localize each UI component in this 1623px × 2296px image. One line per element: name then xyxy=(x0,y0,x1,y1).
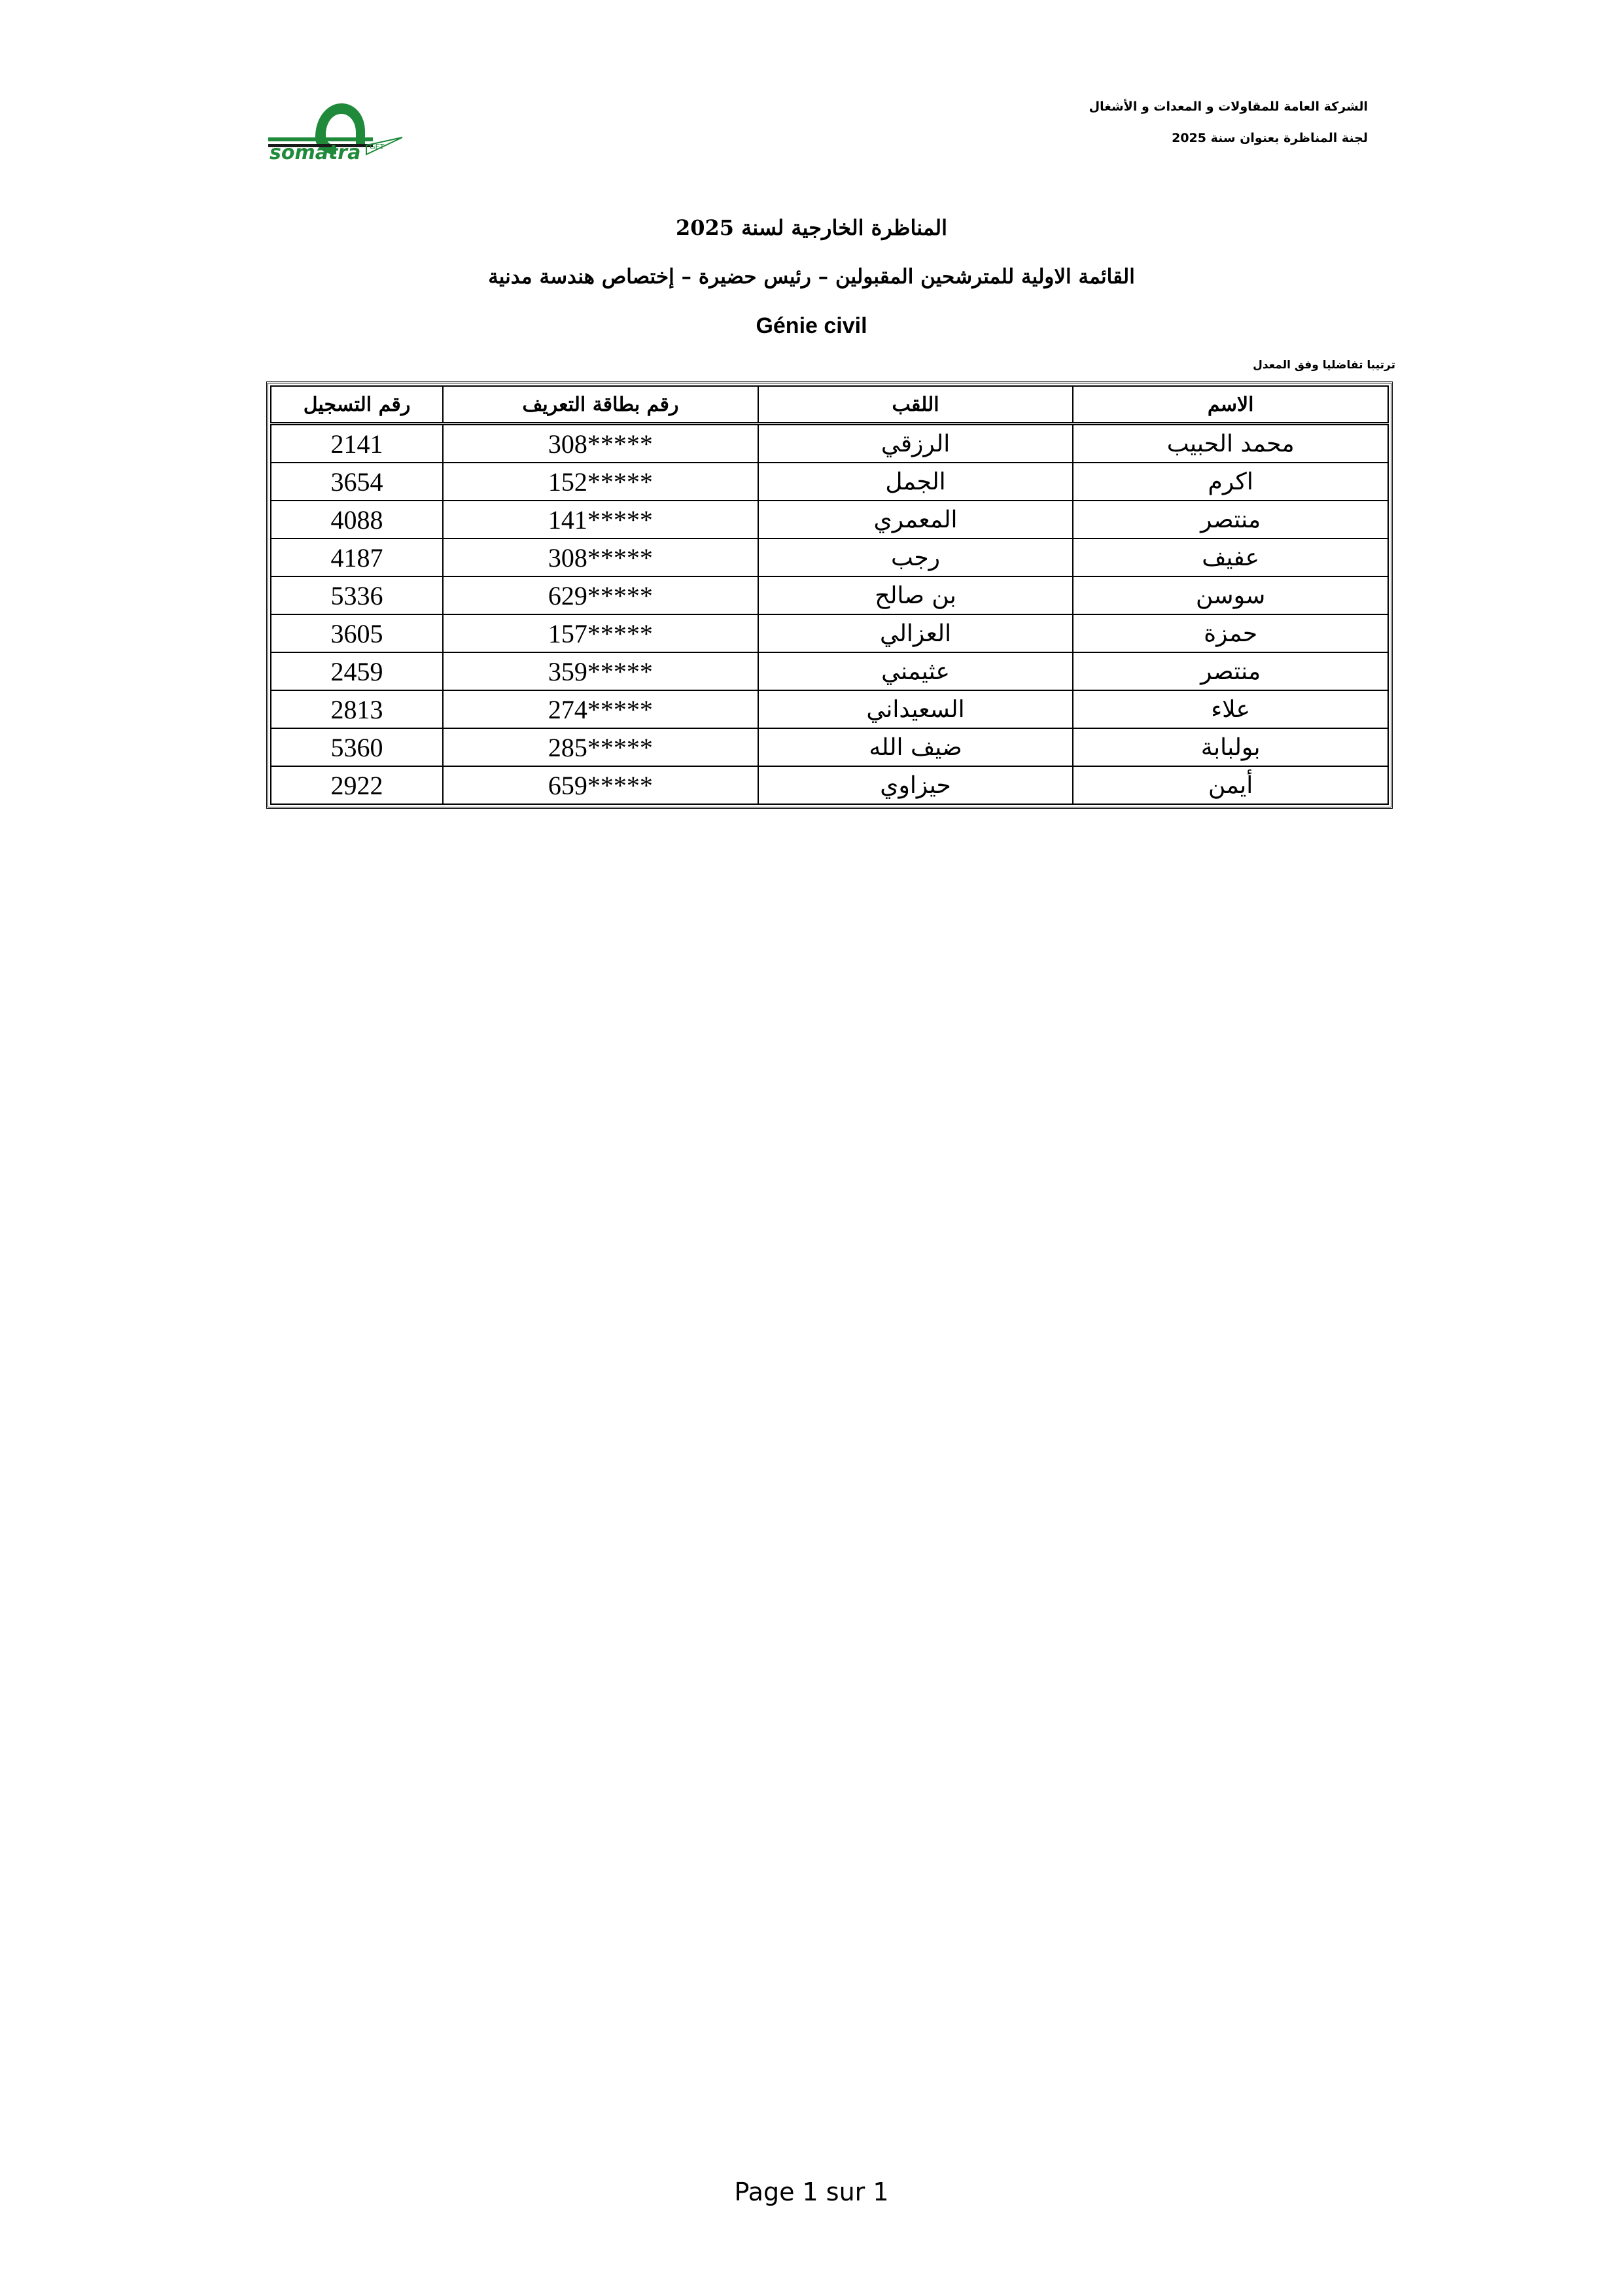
logo-wordmark: somatra xyxy=(270,141,361,160)
logo-subtext: GET xyxy=(370,143,385,151)
table-row xyxy=(271,690,1388,728)
cell-id-card: *****308 xyxy=(443,424,758,463)
header-name: الاسم xyxy=(1073,386,1388,424)
header-id-card: رقم بطاقة التعريف xyxy=(443,386,758,424)
cell-id-card: *****629 xyxy=(443,576,758,614)
ranking-note: ترتيبا تفاضليا وفق المعدل xyxy=(1253,359,1395,372)
table-row xyxy=(271,652,1388,690)
cell-surname: ضيف الله xyxy=(758,728,1073,766)
table-header-row xyxy=(271,386,1388,424)
cell-id-card: *****285 xyxy=(443,728,758,766)
cell-surname: الرزقي xyxy=(758,424,1073,463)
table-row xyxy=(271,539,1388,576)
cell-surname: حيزاوي xyxy=(758,766,1073,804)
cell-registration: 2141 xyxy=(271,424,443,463)
cell-registration: 2459 xyxy=(271,652,443,690)
list-title: القائمة الاولية للمترشحين المقبولين – رئيس حضيرة – إختصاص هندسة مدنية xyxy=(488,265,1135,289)
cell-registration: 2813 xyxy=(271,690,443,728)
cell-name: أيمن xyxy=(1073,766,1388,804)
cell-surname: الجمل xyxy=(758,463,1073,501)
competition-title: المناظرة الخارجية لسنة 2025 xyxy=(675,215,948,240)
cell-name: حمزة xyxy=(1073,614,1388,652)
page-footer: Page 1 sur 1 xyxy=(734,2178,889,2206)
cell-registration: 5360 xyxy=(271,728,443,766)
cell-name: بولبابة xyxy=(1073,728,1388,766)
cell-name: علاء xyxy=(1073,690,1388,728)
cell-registration: 3654 xyxy=(271,463,443,501)
cell-surname: رجب xyxy=(758,539,1073,576)
cell-registration: 2922 xyxy=(271,766,443,804)
table-row xyxy=(271,576,1388,614)
cell-registration: 5336 xyxy=(271,576,443,614)
table-row xyxy=(271,614,1388,652)
cell-id-card: *****308 xyxy=(443,539,758,576)
cell-surname: المعمري xyxy=(758,501,1073,539)
cell-registration: 3605 xyxy=(271,614,443,652)
table-row xyxy=(271,463,1388,501)
cell-surname: عثيمني xyxy=(758,652,1073,690)
cell-id-card: *****141 xyxy=(443,501,758,539)
cell-registration: 4088 xyxy=(271,501,443,539)
committee-name: لجنة المناظرة بعنوان سنة 2025 xyxy=(1172,131,1368,145)
cell-name: عفيف xyxy=(1073,539,1388,576)
organization-name: الشركة العامة للمقاولات و المعدات و الأشغال xyxy=(1089,99,1368,114)
cell-id-card: *****157 xyxy=(443,614,758,652)
table-row xyxy=(271,501,1388,539)
cell-name: سوسن xyxy=(1073,576,1388,614)
table-row xyxy=(271,766,1388,804)
cell-name: منتصر xyxy=(1073,652,1388,690)
table-row xyxy=(271,424,1388,463)
cell-id-card: *****359 xyxy=(443,652,758,690)
organization-header xyxy=(910,98,1368,147)
cell-name: منتصر xyxy=(1073,501,1388,539)
cell-id-card: *****274 xyxy=(443,690,758,728)
cell-name: محمد الحبيب xyxy=(1073,424,1388,463)
cell-surname: العزالي xyxy=(758,614,1073,652)
cell-registration: 4187 xyxy=(271,539,443,576)
cell-name: اكرم xyxy=(1073,463,1388,501)
header-registration: رقم التسجيل xyxy=(271,386,443,424)
header-surname: اللقب xyxy=(758,386,1073,424)
cell-surname: السعيداني xyxy=(758,690,1073,728)
cell-id-card: *****152 xyxy=(443,463,758,501)
cell-id-card: *****659 xyxy=(443,766,758,804)
candidates-table-frame xyxy=(266,381,1393,809)
specialty-title: Génie civil xyxy=(756,313,867,338)
table-row xyxy=(271,728,1388,766)
candidates-table xyxy=(270,385,1389,805)
cell-surname: بن صالح xyxy=(758,576,1073,614)
document-titles xyxy=(0,208,1623,345)
somatra-logo xyxy=(268,98,406,160)
